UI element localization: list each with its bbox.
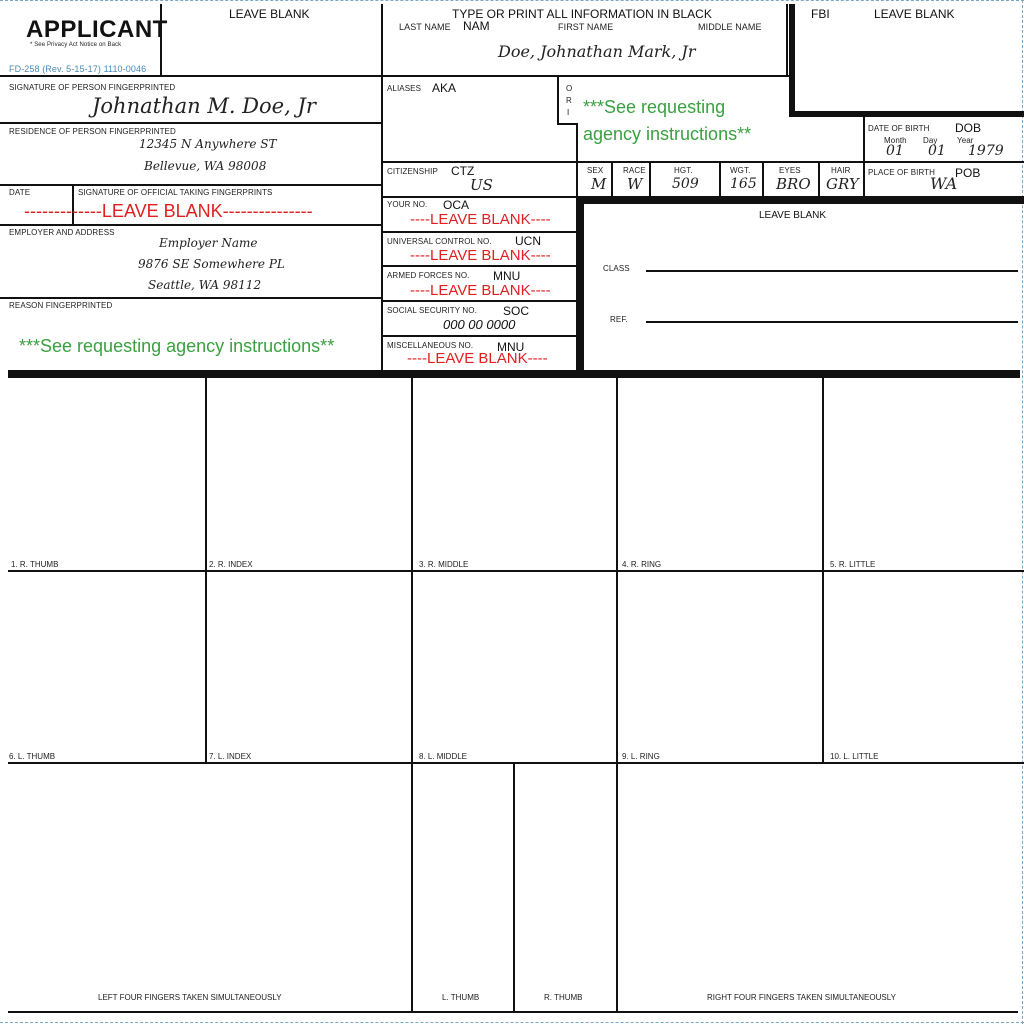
divider (381, 161, 1024, 163)
fp-label-r-thumb-plain: R. THUMB (544, 993, 583, 1002)
signature-value[interactable]: Johnathan M. Doe, Jr (92, 94, 316, 118)
ucn-code: UCN (515, 234, 541, 248)
divider (557, 75, 559, 125)
cut-border-right (1022, 0, 1023, 1024)
privacy-note: * See Privacy Act Notice on Back (30, 42, 122, 48)
divider (789, 4, 795, 116)
ref-label: REF. (610, 315, 628, 324)
name-value[interactable]: Doe, Johnathan Mark, Jr (498, 42, 696, 61)
year-label: Year (957, 136, 974, 145)
form-title: APPLICANT (26, 16, 168, 43)
dob-code: DOB (955, 121, 982, 135)
fp-label-l-index: 7. L. INDEX (209, 752, 252, 761)
wgt-value[interactable]: 165 (730, 176, 757, 192)
leave-blank-fbi: LEAVE BLANK (874, 7, 955, 21)
divider (576, 123, 578, 163)
divider (411, 377, 413, 1013)
divider (381, 4, 383, 372)
armed-forces-code: MNU (493, 269, 521, 283)
divider (578, 196, 584, 372)
employer-line1[interactable]: Employer Name (159, 236, 258, 250)
fp-label-l-thumb: 6. L. THUMB (9, 752, 56, 761)
race-label: RACE (623, 166, 646, 175)
divider (789, 111, 1024, 117)
fbi-label: FBI (811, 7, 830, 21)
ori-letter-o: O (566, 84, 573, 93)
residence-line2[interactable]: Bellevue, WA 98008 (144, 159, 267, 173)
pob-code: POB (955, 166, 981, 180)
day-label: Day (923, 136, 938, 145)
hair-label: HAIR (831, 166, 851, 175)
divider (513, 763, 515, 1013)
fp-label-r-thumb: 1. R. THUMB (11, 560, 59, 569)
divider (8, 762, 1024, 764)
section-separator (8, 370, 1020, 378)
leave-blank-right: LEAVE BLANK (759, 210, 827, 221)
date-label: DATE (9, 188, 31, 197)
wgt-label: WGT. (730, 166, 751, 175)
misc-code: MNU (497, 340, 525, 354)
ssn-value[interactable]: 000 00 0000 (443, 317, 516, 332)
eyes-value[interactable]: BRO (776, 175, 811, 193)
fp-label-l-ring: 9. L. RING (622, 752, 660, 761)
divider (0, 75, 790, 77)
hgt-value[interactable]: 509 (672, 176, 699, 192)
residence-line1[interactable]: 12345 N Anywhere ST (139, 137, 277, 151)
ssn-label: SOCIAL SECURITY NO. (387, 306, 477, 315)
sex-label: SEX (587, 166, 604, 175)
first-name-label: FIRST NAME (558, 22, 614, 32)
divider (8, 1011, 1018, 1013)
day-value[interactable]: 01 (928, 143, 946, 159)
your-no-label: YOUR NO. (387, 200, 428, 209)
hair-value[interactable]: GRY (826, 175, 859, 193)
citizenship-value[interactable]: US (470, 176, 493, 194)
divider (0, 184, 383, 186)
cut-border-top (0, 0, 1024, 1)
reason-value: ***See requesting agency instructions** (19, 336, 335, 356)
divider (381, 265, 578, 267)
reason-label: REASON FINGERPRINTED (9, 301, 113, 310)
ori-note-line1: ***See requesting (583, 97, 726, 117)
ori-note-line2: agency instructions** (583, 124, 752, 144)
divider (611, 161, 613, 197)
ucn-label: UNIVERSAL CONTROL NO. (387, 237, 492, 246)
fp-label-r-index: 2. R. INDEX (209, 560, 253, 569)
employer-line2[interactable]: 9876 SE Somewhere PL (138, 257, 285, 271)
sex-value[interactable]: M (591, 175, 607, 193)
eyes-label: EYES (779, 166, 801, 175)
month-label: Month (884, 136, 907, 145)
fp-label-r-ring: 4. R. RING (622, 560, 662, 569)
form-number: FD-258 (Rev. 5-15-17) 1110-0046 (9, 64, 147, 74)
leave-blank-header: LEAVE BLANK (229, 7, 310, 21)
divider (0, 122, 383, 124)
hgt-label: HGT. (674, 166, 693, 175)
divider (0, 297, 383, 299)
signature-label: SIGNATURE OF PERSON FINGERPRINTED (9, 83, 176, 92)
ucn-value: ----LEAVE BLANK---- (410, 247, 551, 264)
oca-code: OCA (443, 198, 470, 212)
citizenship-label: CITIZENSHIP (387, 167, 438, 176)
armed-forces-value: ----LEAVE BLANK---- (410, 282, 551, 299)
oca-value: ----LEAVE BLANK---- (410, 211, 551, 228)
residence-label: RESIDENCE OF PERSON FINGERPRINTED (9, 127, 176, 136)
aka-code: AKA (432, 81, 457, 95)
race-value[interactable]: W (627, 175, 643, 193)
divider (818, 161, 820, 197)
pob-label: PLACE OF BIRTH (868, 168, 936, 177)
divider (616, 377, 618, 1013)
divider (381, 231, 578, 233)
class-label: CLASS (603, 264, 630, 273)
misc-label: MISCELLANEOUS NO. (387, 341, 474, 350)
official-signature-label: SIGNATURE OF OFFICIAL TAKING FINGERPRINTS (78, 188, 273, 197)
divider (557, 123, 577, 125)
fp-label-l-middle: 8. L. MIDDLE (419, 752, 468, 761)
armed-forces-label: ARMED FORCES NO. (387, 271, 470, 280)
fp-label-right-four: RIGHT FOUR FINGERS TAKEN SIMULTANEOUSLY (707, 993, 896, 1002)
pob-value[interactable]: WA (930, 174, 958, 193)
leave-blank-official: -------------LEAVE BLANK--------------- (24, 201, 313, 221)
class-line (646, 270, 1018, 272)
dob-label: DATE OF BIRTH (868, 124, 930, 133)
ori-letter-i: I (567, 108, 570, 117)
cut-border-bottom (0, 1022, 1024, 1023)
divider (8, 570, 1024, 572)
print-instruction: TYPE OR PRINT ALL INFORMATION IN BLACK (452, 7, 712, 21)
divider (576, 196, 1024, 204)
middle-name-label: MIDDLE NAME (698, 22, 762, 32)
fp-label-l-little: 10. L. LITTLE (830, 752, 879, 761)
ref-line (646, 321, 1018, 323)
employer-label: EMPLOYER AND ADDRESS (9, 228, 115, 237)
month-value[interactable]: 01 (886, 143, 904, 159)
divider (786, 4, 788, 76)
nam-code: NAM (463, 19, 490, 33)
fp-label-l-thumb-plain: L. THUMB (442, 993, 480, 1002)
divider (863, 117, 865, 197)
last-name-label: LAST NAME (399, 22, 451, 32)
divider (381, 300, 578, 302)
aliases-label: ALIASES (387, 84, 422, 93)
fp-label-r-little: 5. R. LITTLE (830, 560, 876, 569)
divider (649, 161, 651, 197)
divider (381, 196, 578, 198)
fp-label-r-middle: 3. R. MIDDLE (419, 560, 469, 569)
soc-code: SOC (503, 304, 530, 318)
ctz-code: CTZ (451, 164, 475, 178)
employer-line3[interactable]: Seattle, WA 98112 (148, 278, 262, 292)
divider (381, 335, 578, 337)
divider (0, 224, 383, 226)
fp-label-left-four: LEFT FOUR FINGERS TAKEN SIMULTANEOUSLY (98, 993, 282, 1002)
divider (762, 161, 764, 197)
misc-value: ----LEAVE BLANK---- (407, 350, 548, 367)
year-value[interactable]: 1979 (968, 143, 1004, 159)
divider (719, 161, 721, 197)
ori-letter-r: R (566, 96, 572, 105)
